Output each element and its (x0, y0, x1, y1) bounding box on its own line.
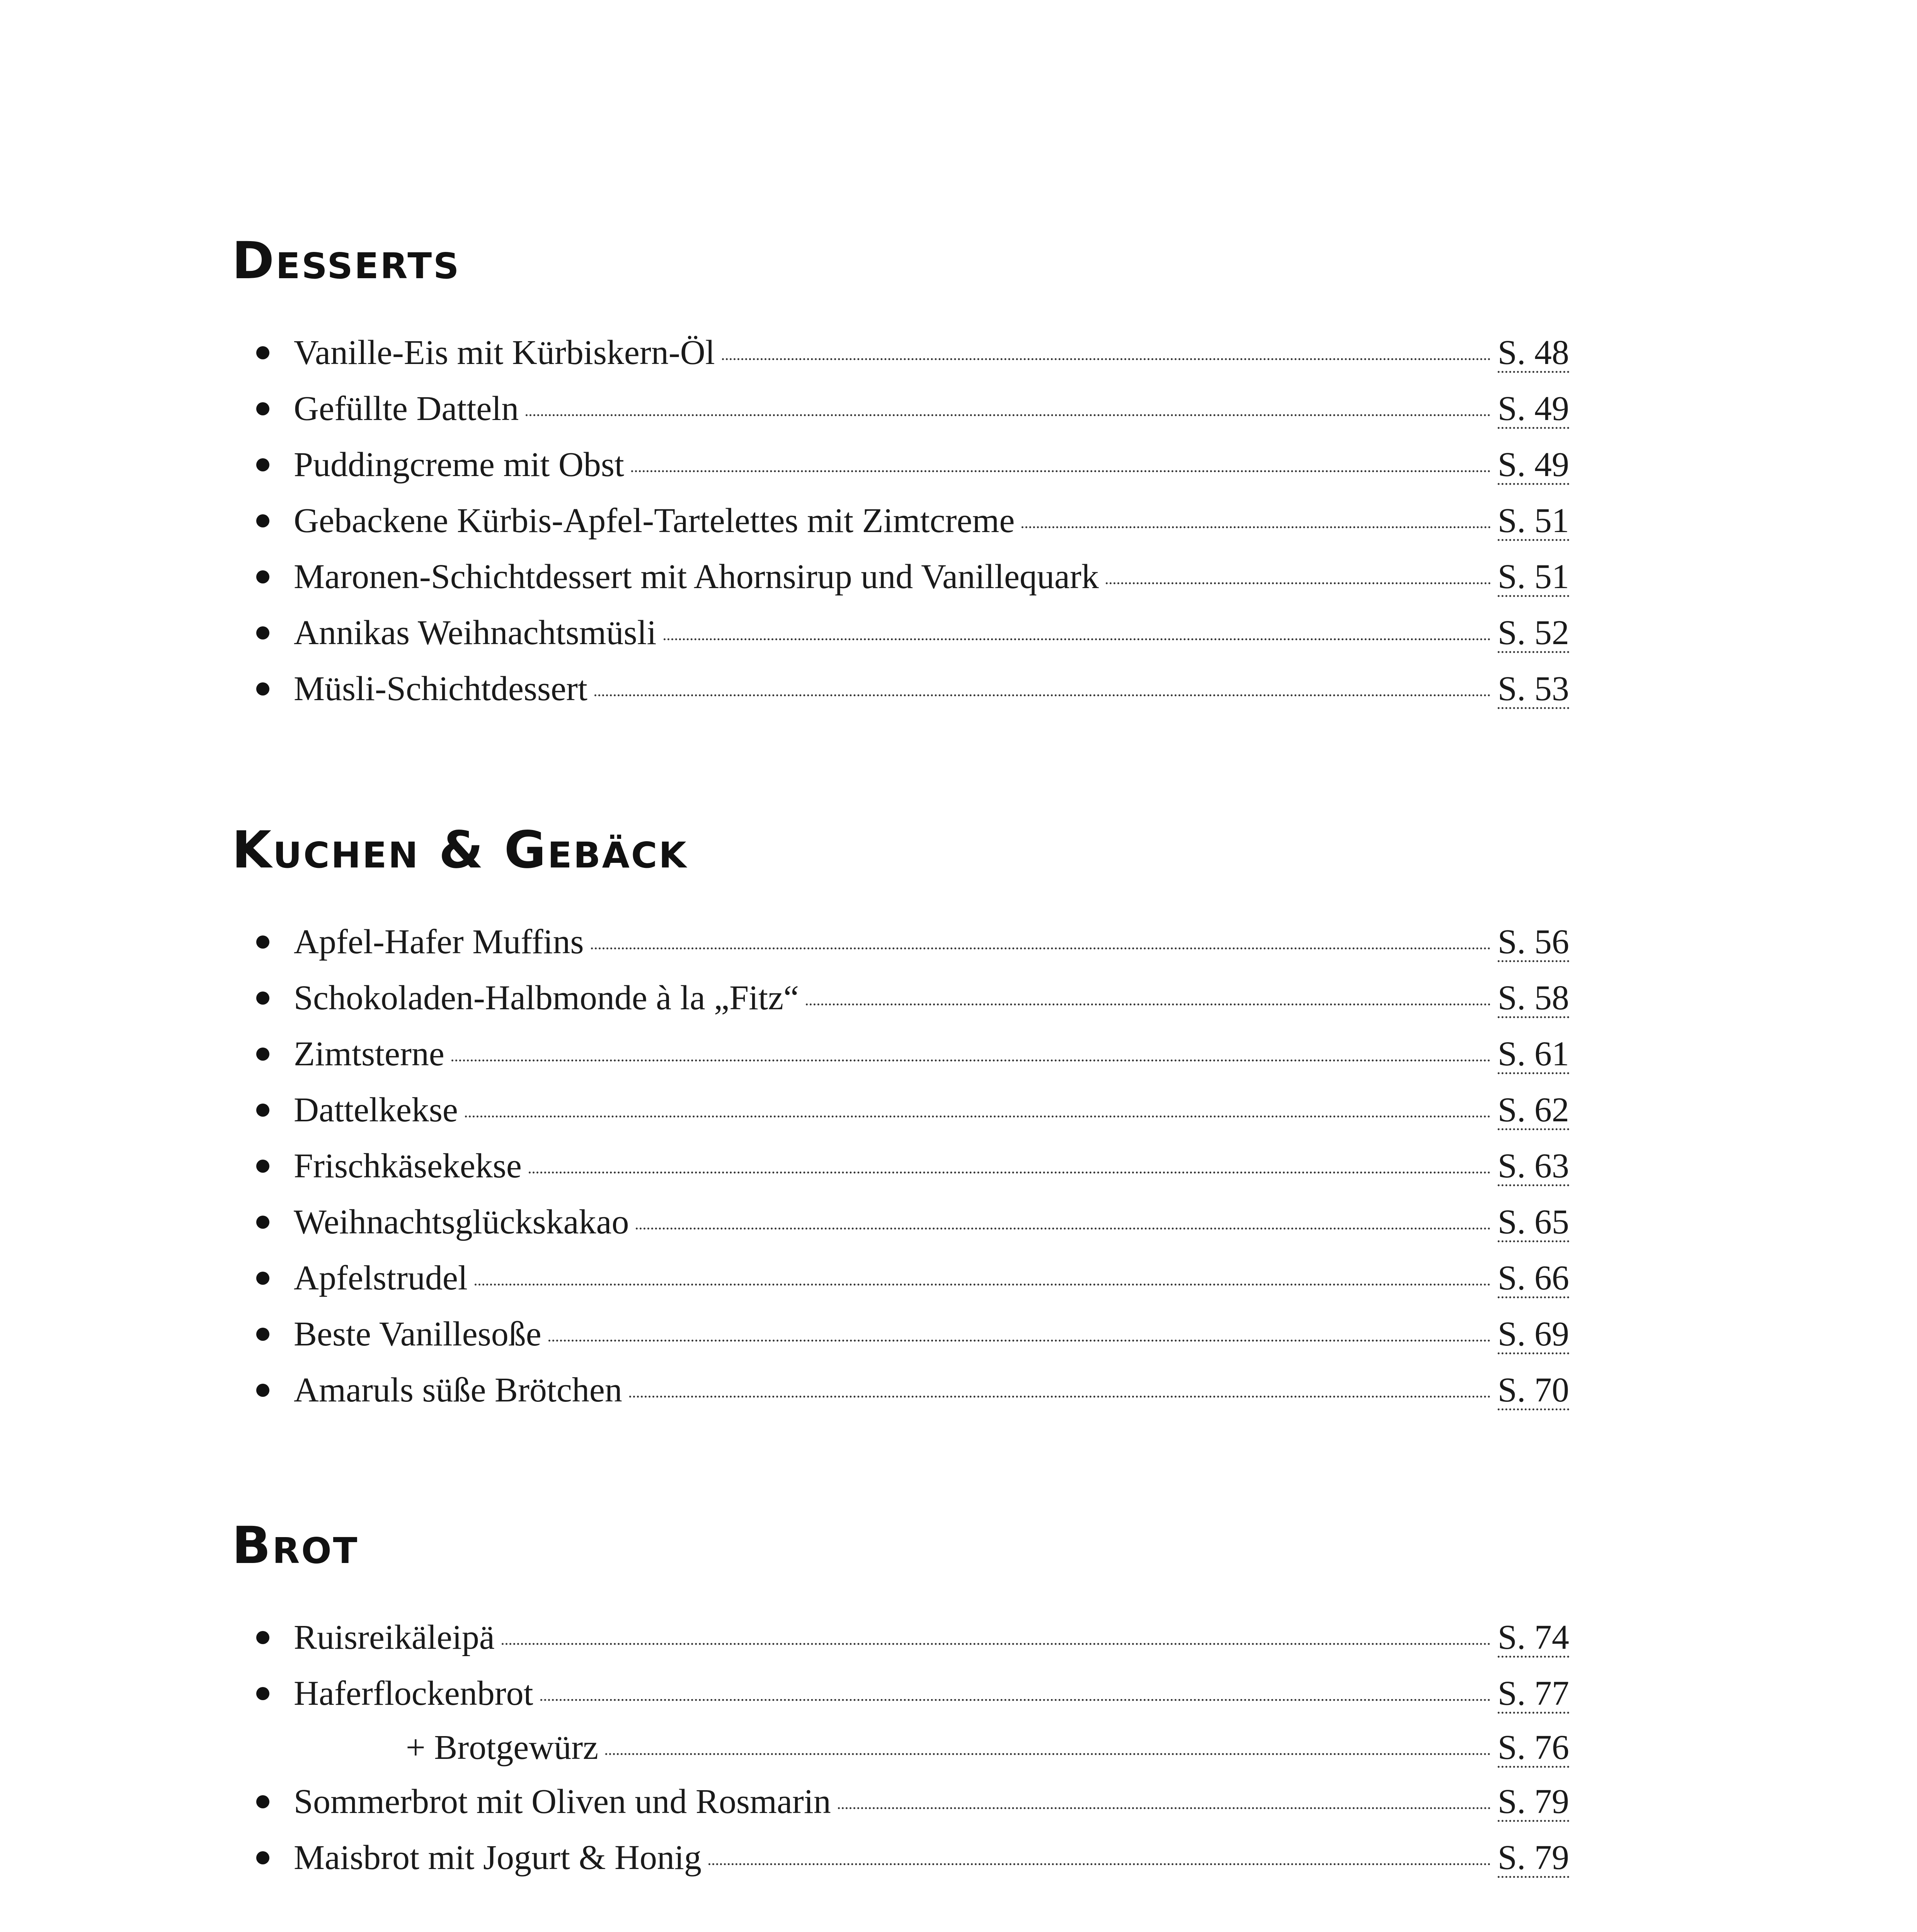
bullet-icon (232, 1216, 294, 1229)
toc-entry[interactable] (232, 1026, 1569, 1082)
toc-list (232, 325, 1569, 717)
dot-leader (722, 358, 1491, 360)
dot-leader (529, 1172, 1491, 1173)
page-number[interactable]: S. 74 (1498, 1619, 1569, 1658)
toc-list (232, 914, 1569, 1418)
entry-title: Müsli-Schichtdessert (294, 670, 587, 708)
entry-title: Annikas Weihnachtsmüsli (294, 614, 657, 652)
bullet-icon (232, 1631, 294, 1644)
entry-title: Apfelstrudel (294, 1259, 468, 1297)
entry-title: Dattelkekse (294, 1091, 458, 1129)
bullet-icon (232, 402, 294, 415)
page-number[interactable]: S. 65 (1498, 1204, 1569, 1242)
toc-entry[interactable] (232, 1138, 1569, 1194)
page-number[interactable]: S. 61 (1498, 1036, 1569, 1074)
toc-entry[interactable] (232, 549, 1569, 605)
page-number[interactable]: S. 52 (1498, 614, 1569, 653)
section-desserts (232, 232, 1569, 717)
entry-title: Amaruls süße Brötchen (294, 1371, 622, 1409)
page-number[interactable]: S. 49 (1498, 446, 1569, 485)
entry-title: Sommerbrot mit Oliven und Rosmarin (294, 1782, 831, 1821)
entry-title: Haferflockenbrot (294, 1674, 533, 1713)
bullet-icon (232, 626, 294, 639)
toc-entry[interactable] (232, 970, 1569, 1026)
toc-entry[interactable] (232, 605, 1569, 661)
bullet-icon (232, 570, 294, 583)
entry-title: Vanille-Eis mit Kürbiskern-Öl (294, 333, 715, 372)
entry-title: Schokoladen-Halbmonde à la „Fitz“ (294, 979, 799, 1017)
toc-entry[interactable] (232, 1609, 1569, 1665)
page-number[interactable]: S. 66 (1498, 1260, 1569, 1298)
toc-entry[interactable] (232, 493, 1569, 549)
page-number[interactable]: S. 51 (1498, 502, 1569, 541)
entry-title: Weihnachtsglückskakao (294, 1203, 629, 1241)
bullet-icon (232, 1048, 294, 1061)
bullet-icon (232, 1160, 294, 1173)
section-kuchen-gebaeck (232, 821, 1569, 1418)
dot-leader (548, 1340, 1491, 1342)
page-number[interactable]: S. 77 (1498, 1675, 1569, 1714)
page-number[interactable]: S. 63 (1498, 1148, 1569, 1186)
page-number[interactable]: S. 69 (1498, 1316, 1569, 1354)
section-title: Brot (232, 1516, 359, 1575)
dot-leader (631, 470, 1491, 472)
page-number[interactable]: S. 53 (1498, 670, 1569, 709)
dot-leader (838, 1807, 1491, 1809)
dot-leader (591, 947, 1491, 949)
bullet-icon (232, 1384, 294, 1397)
toc-entry[interactable] (232, 325, 1569, 381)
bullet-icon (232, 514, 294, 527)
entry-title: Gebackene Kürbis-Apfel-Tartelettes mit Zimtcreme (294, 502, 1015, 540)
toc-entry[interactable] (232, 1250, 1569, 1306)
bullet-icon (232, 1272, 294, 1285)
entry-title: Maronen-Schichtdessert mit Ahornsirup und Vanillequark (294, 558, 1099, 596)
bullet-icon (232, 1104, 294, 1117)
toc-entry[interactable] (232, 1774, 1569, 1830)
page-number[interactable]: S. 79 (1498, 1839, 1569, 1878)
entry-title: Gefüllte Datteln (294, 389, 519, 428)
section-brot (232, 1517, 1569, 1886)
bullet-icon (232, 1851, 294, 1864)
bullet-icon (232, 682, 294, 696)
page-number[interactable]: S. 49 (1498, 390, 1569, 429)
entry-title: Ruisreikäleipä (294, 1618, 495, 1656)
entry-title: Maisbrot mit Jogurt & Honig (294, 1838, 701, 1877)
bullet-icon (232, 1328, 294, 1341)
entry-title: + Brotgewürz (406, 1728, 599, 1767)
toc-entry[interactable] (232, 1306, 1569, 1362)
dot-leader (526, 414, 1491, 416)
bullet-icon (232, 346, 294, 359)
page-number[interactable]: S. 70 (1498, 1372, 1569, 1410)
dot-leader (451, 1060, 1491, 1061)
entry-title: Puddingcreme mit Obst (294, 446, 624, 484)
dot-leader (806, 1003, 1491, 1005)
page-number[interactable]: S. 79 (1498, 1783, 1569, 1822)
toc-entry[interactable] (232, 661, 1569, 717)
page-number[interactable]: S. 58 (1498, 980, 1569, 1018)
bullet-icon (232, 935, 294, 949)
dot-leader (475, 1284, 1491, 1286)
dot-leader (594, 694, 1491, 696)
page-number[interactable]: S. 56 (1498, 923, 1569, 962)
toc-entry[interactable] (232, 1082, 1569, 1138)
page-number[interactable]: S. 51 (1498, 558, 1569, 597)
toc-entry[interactable] (232, 1830, 1569, 1886)
dot-leader (465, 1116, 1491, 1117)
dot-leader (1021, 526, 1491, 528)
entry-title: Apfel-Hafer Muffins (294, 923, 584, 961)
page-number[interactable]: S. 62 (1498, 1092, 1569, 1130)
dot-leader (664, 638, 1491, 640)
toc-entry[interactable] (232, 437, 1569, 493)
toc-entry[interactable] (232, 1194, 1569, 1250)
entry-title: Zimtsterne (294, 1035, 444, 1073)
toc-list (232, 1609, 1569, 1886)
dot-leader (636, 1228, 1490, 1230)
page-number[interactable]: S. 76 (1498, 1729, 1569, 1768)
dot-leader (708, 1863, 1491, 1865)
bullet-icon (232, 1795, 294, 1808)
toc-entry[interactable] (232, 381, 1569, 437)
dot-leader (629, 1396, 1491, 1398)
bullet-icon (232, 992, 294, 1005)
page-number[interactable]: S. 48 (1498, 334, 1569, 373)
toc-entry[interactable] (232, 1665, 1569, 1721)
dot-leader (502, 1643, 1491, 1645)
dot-leader (1106, 582, 1491, 584)
section-title: Desserts (232, 231, 461, 291)
bullet-icon (232, 1687, 294, 1700)
dot-leader (605, 1753, 1491, 1755)
toc-subentry[interactable] (232, 1721, 1569, 1774)
entry-title: Frischkäsekekse (294, 1147, 522, 1185)
section-title: Kuchen & Gebäck (232, 820, 688, 880)
toc-entry[interactable] (232, 1362, 1569, 1418)
dot-leader (540, 1699, 1491, 1701)
toc-entry[interactable] (232, 914, 1569, 970)
bullet-icon (232, 458, 294, 471)
entry-title: Beste Vanillesoße (294, 1315, 541, 1353)
